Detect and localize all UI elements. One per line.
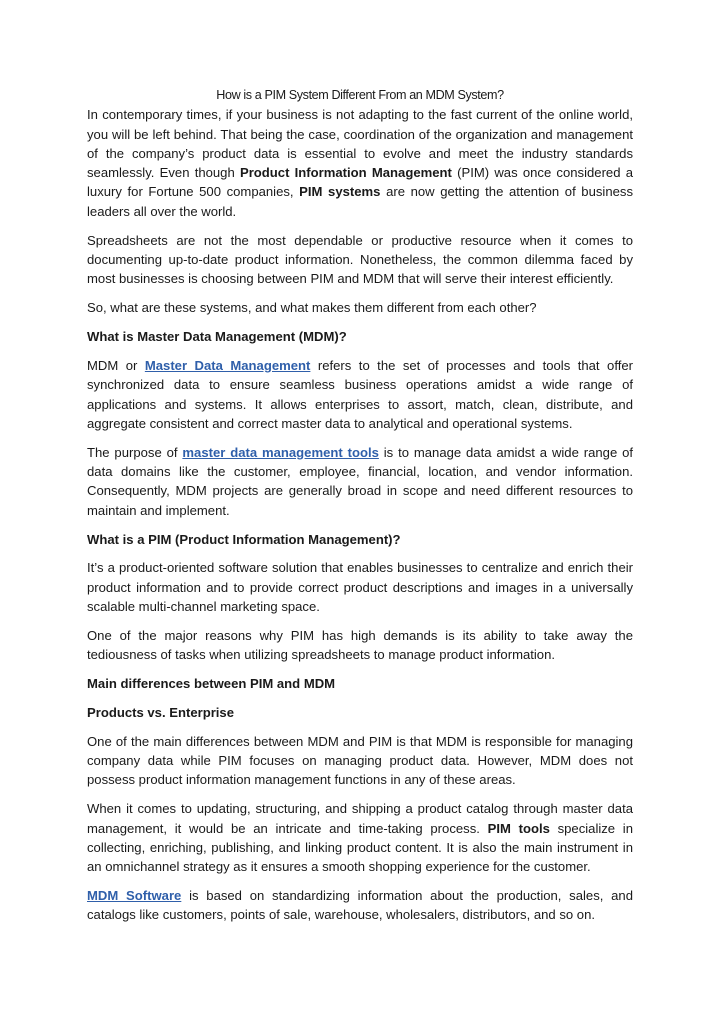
mdm1-text-2: refers to the set of processes and tools that offer synchronized data to ensure seamless business operations amidst a wide range of applications and systems. It allows enterprises to assort, match, clean, distribute, and aggregate consistent and correct master data to analytical and operational systems. — [87, 357, 633, 431]
heading-products-vs-enterprise: Products vs. Enterprise — [87, 704, 234, 720]
differences-paragraph-1: One of the main differences between MDM and PIM is that MDM is responsible for managing company data while PIM focuses on managing product data. However, MDM does not possess product information management functions in any of these areas. — [87, 733, 633, 788]
mdm2-text-2: is to manage data amidst a wide range of data domains like the customer, employee, financial, location, and vendor information. Consequently, MDM projects are generally broad in scope and need different resources to maintain and implement. — [87, 444, 634, 518]
pim-paragraph-1: It’s a product-oriented software solution that enables businesses to centralize and enrich their product information and to provide correct product descriptions and images in a universally scalable multi-channel marketing space. — [87, 560, 633, 614]
diff2-bold-pim-tools: PIM tools — [487, 820, 550, 836]
heading-pim: What is a PIM (Product Information Management)? — [87, 531, 401, 547]
intro-text-2: (PIM) was once considered a luxury for Fortune 500 companies, — [87, 165, 633, 200]
heading-differences: Main differences between PIM and MDM — [87, 676, 336, 692]
mdm-software-link[interactable]: MDM Software — [87, 888, 182, 904]
spreadsheets-paragraph: Spreadsheets are not the most dependable or productive resource when it comes to documenting up-to-date product information. Nonetheless, the common dilemma faced by most businesses is choosing between PIM and MDM that will serve their interest efficiently. — [87, 232, 633, 287]
intro-bold-pim-systems: PIM systems — [299, 184, 381, 200]
pim-paragraph-2: One of the major reasons why PIM has high demands is its ability to take away the tediousness of tasks when utilizing spreadsheets to manage product information. — [87, 627, 633, 663]
diff2-text-1: When it comes to updating, structuring, and shipping a product catalog through master data management, it would be an intricate and time-taking process. — [87, 801, 633, 836]
intro-bold-pim: Product Information Management — [239, 165, 452, 181]
intro-text-3: are now getting the attention of business leaders all over the world. — [87, 184, 633, 219]
document-title: How is a PIM System Different From an MDM System? — [216, 88, 504, 102]
document-page — [87, 86, 633, 934]
mdm-paragraph-1 — [87, 356, 633, 433]
intro-text-1: In contemporary times, if your business is not adapting to the fast current of the online world, you will be left behind. That being the case, coordination of the organization and management of the company’s product data is essential to evolve and meet the industry standards seamlessly. Even though — [87, 107, 633, 181]
mdm-paragraph-2 — [87, 443, 633, 520]
heading-mdm: What is Master Data Management (MDM)? — [87, 329, 347, 345]
differences-paragraph-2 — [87, 799, 633, 876]
mdm2-text-1: The purpose of — [87, 444, 183, 460]
mdm-tools-link[interactable]: master data management tools — [182, 444, 379, 460]
intro-paragraph — [87, 105, 633, 221]
master-data-management-link[interactable]: Master Data Management — [144, 357, 311, 373]
mdm1-text-1: MDM or — [87, 357, 145, 373]
diff3-text-1: is based on standardizing information about the production, sales, and catalogs like customers, points of sale, warehouse, wholesalers, distributors, and so on. — [87, 888, 633, 923]
differences-paragraph-3 — [87, 886, 633, 925]
question-paragraph: So, what are these systems, and what makes them different from each other? — [87, 300, 537, 316]
diff2-text-2: specialize in collecting, enriching, publishing, and linking product content. It is also the main instrument in an omnichannel strategy as it ensures a smooth shopping experience for the customer. — [87, 820, 633, 875]
